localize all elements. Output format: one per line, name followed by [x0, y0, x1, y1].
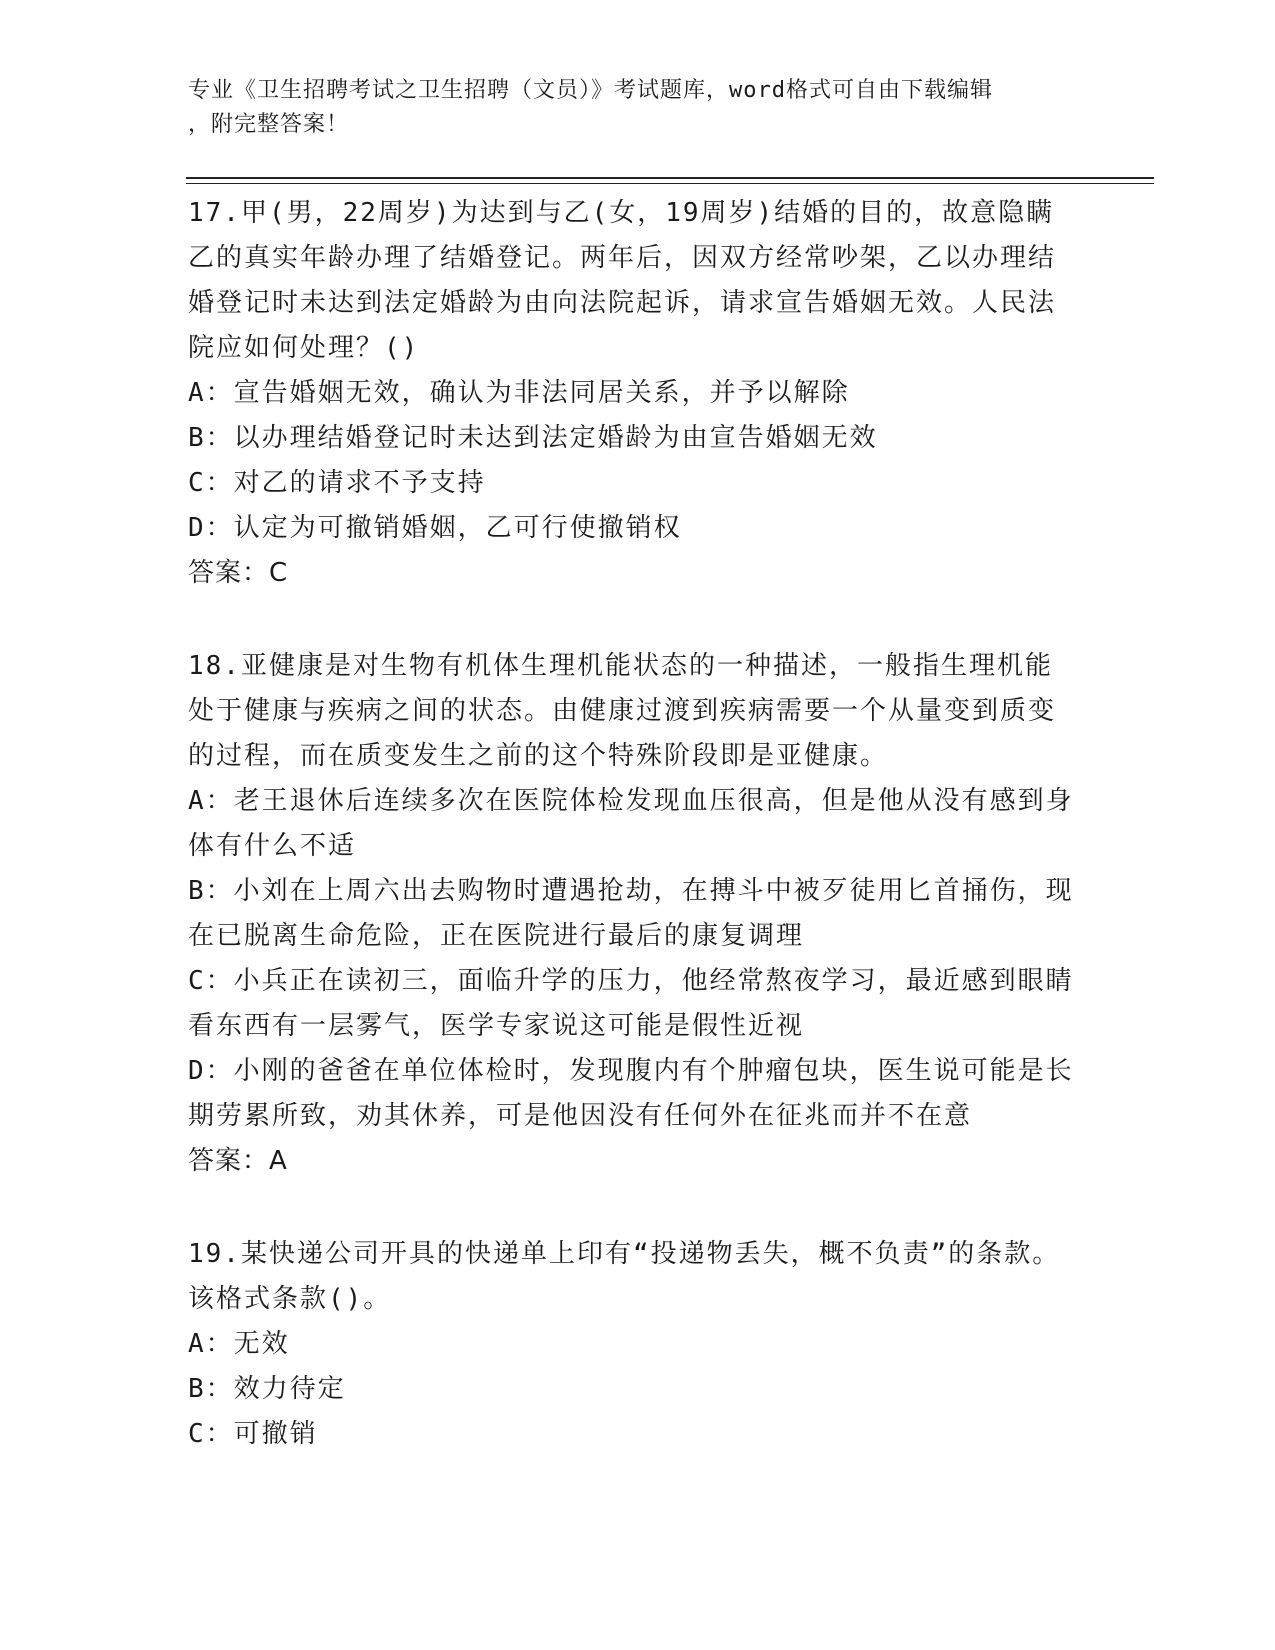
- header-divider-thin: [186, 183, 1154, 184]
- option-a: A：无效: [188, 1329, 290, 1359]
- question-19: [188, 1232, 1078, 1457]
- option-c: C：可撤销: [188, 1419, 318, 1449]
- document-header: [188, 74, 1068, 142]
- option-b: B：效力待定: [188, 1374, 346, 1404]
- option-c: C：对乙的请求不予支持: [188, 468, 486, 498]
- header-divider-thick: [186, 177, 1154, 179]
- option-b: B：以办理结婚登记时未达到法定婚龄为由宣告婚姻无效: [188, 423, 878, 453]
- answer-line: 答案：A: [188, 1146, 288, 1176]
- question-list: [188, 191, 1078, 1505]
- question-18: [188, 644, 1078, 1184]
- option-b: B：小刘在上周六出去购物时遭遇抢劫，在搏斗中被歹徒用匕首捅伤，现在已脱离生命危险，正在医院进行最后的康复调理: [188, 876, 1074, 951]
- option-d: D：认定为可撤销婚姻，乙可行使撤销权: [188, 513, 682, 543]
- question-stem: 19.某快递公司开具的快递单上印有“投递物丢失，概不负责”的条款。该格式条款()。: [188, 1239, 1061, 1314]
- option-a: A：老王退休后连续多次在医院体检发现血压很高，但是他从没有感到身体有什么不适: [188, 786, 1074, 861]
- question-stem: 18.亚健康是对生物有机体生理机能状态的一种描述，一般指生理机能处于健康与疾病之间的状态。由健康过渡到疾病需要一个从量变到质变的过程，而在质变发生之前的这个特殊阶段即是亚健康。: [188, 651, 1057, 771]
- answer-line: 答案：C: [188, 558, 289, 588]
- header-line-1: 专业《卫生招聘考试之卫生招聘（文员）》考试题库，word格式可自由下载编辑: [188, 78, 993, 103]
- question-17: [188, 191, 1078, 596]
- option-c: C：小兵正在读初三，面临升学的压力，他经常熬夜学习，最近感到眼睛看东西有一层雾气，医学专家说这可能是假性近视: [188, 966, 1074, 1041]
- header-line-2: ，附完整答案！: [188, 112, 350, 137]
- option-d: D：小刚的爸爸在单位体检时，发现腹内有个肿瘤包块，医生说可能是长期劳累所致，劝其休养，可是他因没有任何外在征兆而并不在意: [188, 1056, 1074, 1131]
- option-a: A：宣告婚姻无效，确认为非法同居关系，并予以解除: [188, 378, 850, 408]
- question-stem: 17.甲(男，22周岁)为达到与乙(女，19周岁)结婚的目的，故意隐瞒乙的真实年龄办理了结婚登记。两年后，因双方经常吵架，乙以办理结婚登记时未达到法定婚龄为由向法院起诉，请求宣告婚姻无效。人民法院应如何处理？(): [188, 198, 1057, 363]
